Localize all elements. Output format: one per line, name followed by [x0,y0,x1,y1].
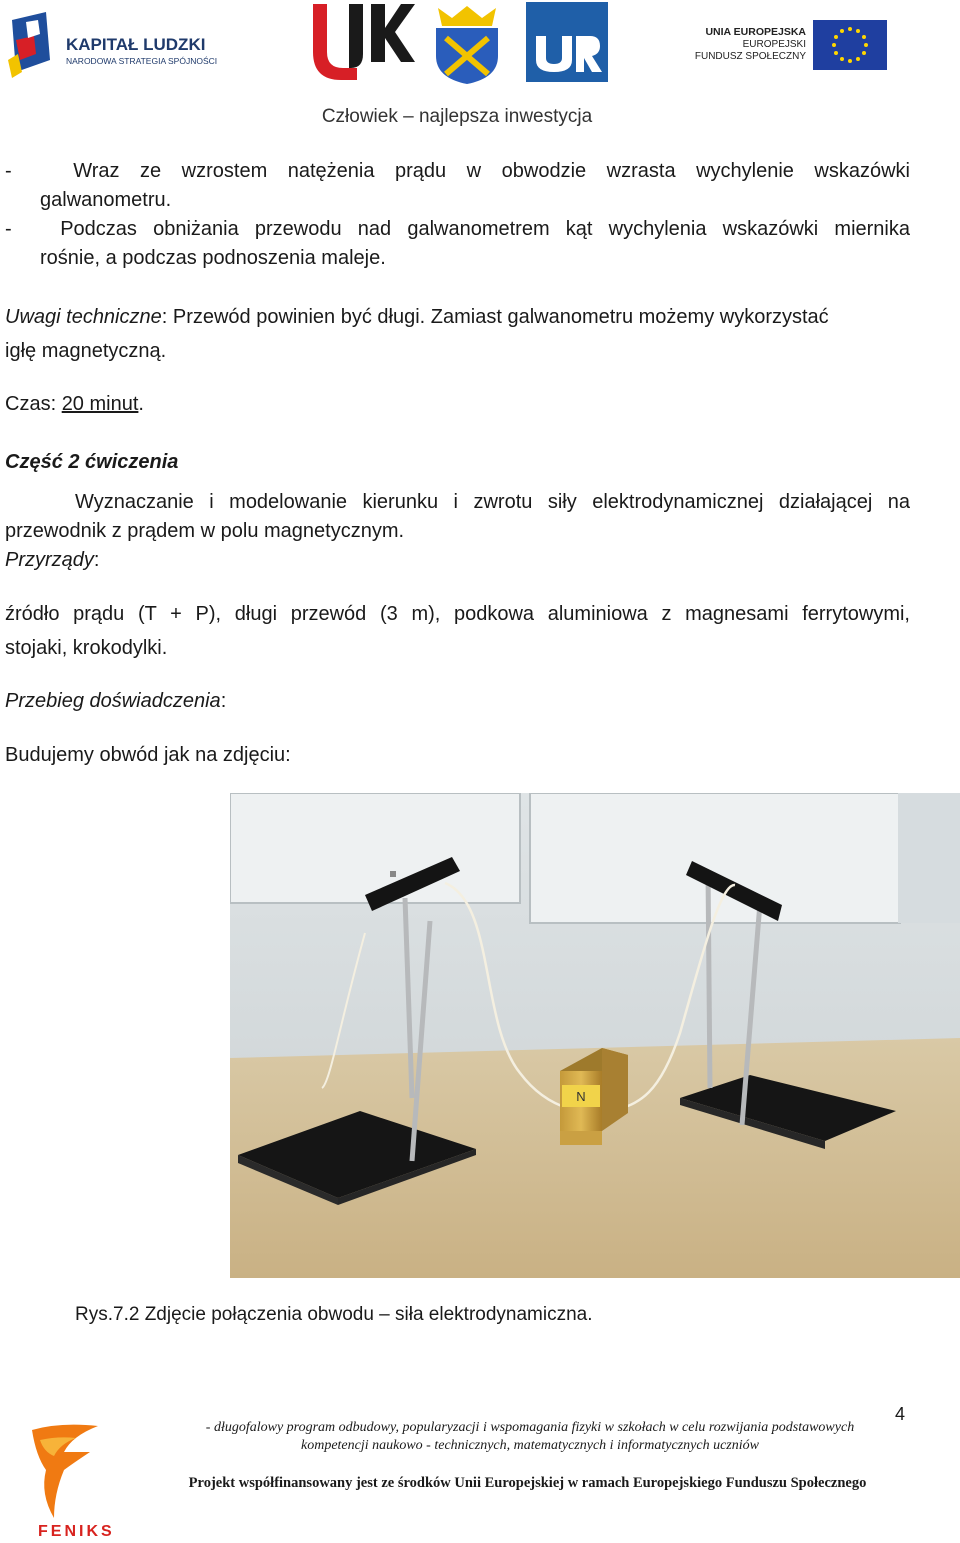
przyrzady-heading [5,545,99,575]
przyrzady-line2: stojaki, krokodylki. [5,637,168,659]
czas-line [5,389,144,419]
bullet2-line2: rośnie, a podczas podnoszenia maleje. [40,247,386,269]
eu-flag-icon [813,20,887,70]
czas-dot: . [138,393,144,415]
circuit-photo [230,793,960,1278]
uwagi-label: Uwagi techniczne [5,306,162,328]
uwagi-text-1: : Przewód powinien być długi. Zamiast galwanometru możemy wykorzystać [161,306,829,328]
eu-logo-text [690,26,806,63]
bullet1-line1: - Wraz ze wzrostem natężenia prądu w obwodzie wzrasta wychylenie wskazówki [5,160,910,182]
eu-line2: EUROPEJSKI [742,39,806,50]
feniks-logo [20,1422,130,1540]
part2-desc-line2: przewodnik z prądem w polu magnetycznym. [5,520,405,542]
czas-value: 20 minut [61,393,139,415]
przyrzady-colon: : [93,549,100,571]
header-slogan: Człowiek – najlepsza inwestycja [321,106,593,127]
part2-title: Część 2 ćwiczenia [5,451,179,473]
bullet1-line2: galwanometru. [40,189,172,211]
kapital-ludzki-logo [6,10,236,82]
footer-program-line2: kompetencji naukowo - technicznych, matematycznych i informatycznych uczniów [301,1438,759,1453]
przyrzady-label: Przyrządy [5,549,94,571]
czas-label: Czas: [5,393,62,415]
eu-line3: FUNDUSZ SPOŁECZNY [694,51,806,62]
bullet2-line1: - Podczas obniżania przewodu nad galwanometrem kąt wychylenia wskazówki miernika [5,218,910,240]
uwagi-line1 [5,302,910,332]
eu-line1: UNIA EUROPEJSKA [705,26,806,38]
footer-funding: Projekt współfinansowany jest ze środków Unii Europejskiej w ramach Europejskiego Funduszu Społecznego [188,1475,867,1491]
budujemy-line: Budujemy obwód jak na zdjęciu: [5,744,291,766]
kl-logo-subtitle: NARODOWA STRATEGIA SPÓJNOŚCI [66,56,218,66]
kl-logo-title: KAPITAŁ LUDZKI [66,35,206,54]
ujk-logo [305,2,415,84]
przyrzady-line1: źródło prądu (T + P), długi przewód (3 m), podkowa aluminiowa z magnesami ferrytowymi, [5,603,910,625]
header-logos [0,0,960,100]
feniks-logo-text: FENIKS [38,1523,115,1540]
przebieg-colon: : [220,690,227,712]
uwagi-line2: igłę magnetyczną. [5,340,167,362]
figure-caption: Rys.7.2 Zdjęcie połączenia obwodu – siła elektrodynamiczna. [75,1304,593,1325]
magnet-label-n: N [576,1089,586,1104]
ur-logo [526,2,608,82]
page-number: 4 [895,1404,906,1424]
przebieg-heading [5,686,226,716]
part2-desc-line1: Wyznaczanie i modelowanie kierunku i zwrotu siły elektrodynamicznej działającej na [75,491,910,513]
przebieg-label: Przebieg doświadczenia [5,690,221,712]
crest-logo [432,4,502,84]
footer-program-line1: - długofalowy program odbudowy, popularyzacji i wspomagania fizyki w szkołach w celu rozwijania podstawowych [205,1420,855,1435]
